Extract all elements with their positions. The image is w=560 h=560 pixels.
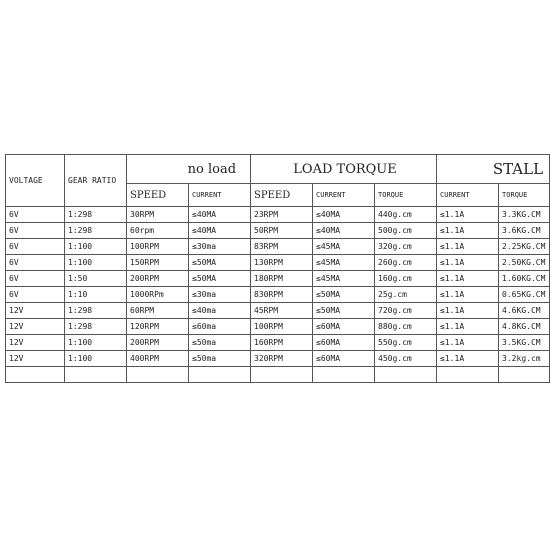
- no-load-current-cell: ≤30ma: [189, 287, 251, 303]
- stall-current-cell: ≤1.1A: [437, 271, 499, 287]
- no-load-current-cell: ≤50MA: [189, 255, 251, 271]
- stall-current-cell: ≤1.1A: [437, 223, 499, 239]
- table-row: [6, 255, 550, 271]
- voltage-cell: 6V: [6, 239, 65, 255]
- voltage-cell: 6V: [6, 271, 65, 287]
- gear-ratio-cell: 1:298: [65, 207, 127, 223]
- gear-ratio-cell: 1:50: [65, 271, 127, 287]
- blank-cell: [375, 367, 437, 383]
- no-load-current-cell: ≤50ma: [189, 335, 251, 351]
- no-load-speed-cell: 30RPM: [127, 207, 189, 223]
- table-row: [6, 335, 550, 351]
- load-torque-cell: 450g.cm: [375, 351, 437, 367]
- no-load-speed-cell: 200RPM: [127, 271, 189, 287]
- table-row: [6, 319, 550, 335]
- load-speed-cell: 23RPM: [251, 207, 313, 223]
- load-torque-cell: 720g.cm: [375, 303, 437, 319]
- load-torque-cell: 320g.cm: [375, 239, 437, 255]
- load-current-cell: ≤60MA: [313, 351, 375, 367]
- blank-row: [6, 367, 550, 383]
- gear-ratio-cell: 1:298: [65, 319, 127, 335]
- load-torque-cell: 440g.cm: [375, 207, 437, 223]
- load-speed-cell: 50RPM: [251, 223, 313, 239]
- stall-torque-cell: 4.8KG.CM: [499, 319, 550, 335]
- gear-ratio-cell: 1:100: [65, 351, 127, 367]
- load-torque-cell: 260g.cm: [375, 255, 437, 271]
- no-load-speed-cell: 150RPM: [127, 255, 189, 271]
- load-speed-cell: 83RPM: [251, 239, 313, 255]
- load-speed-cell: 130RPM: [251, 255, 313, 271]
- gear-ratio-cell: 1:100: [65, 335, 127, 351]
- load-speed-cell: 320RPM: [251, 351, 313, 367]
- stall-current-cell: ≤1.1A: [437, 255, 499, 271]
- load-speed-cell: 45RPM: [251, 303, 313, 319]
- stall-current-cell: ≤1.1A: [437, 239, 499, 255]
- load-speed-cell: 830RPM: [251, 287, 313, 303]
- motor-spec-table: [5, 154, 550, 383]
- no-load-current-cell: ≤30ma: [189, 239, 251, 255]
- no-load-current-cell: ≤40ma: [189, 303, 251, 319]
- voltage-cell: 6V: [6, 255, 65, 271]
- no-load-current-header: CURRENT: [189, 184, 251, 207]
- gear-ratio-cell: 1:298: [65, 303, 127, 319]
- load-current-cell: ≤45MA: [313, 239, 375, 255]
- stall-header: STALL: [437, 155, 550, 184]
- blank-cell: [189, 367, 251, 383]
- load-current-cell: ≤40MA: [313, 223, 375, 239]
- table-row: [6, 271, 550, 287]
- load-torque-cell: 550g.cm: [375, 335, 437, 351]
- stall-torque-cell: 0.65KG.CM: [499, 287, 550, 303]
- no-load-current-cell: ≤50ma: [189, 351, 251, 367]
- blank-cell: [6, 367, 65, 383]
- no-load-speed-cell: 100RPM: [127, 239, 189, 255]
- header-row-1: [6, 155, 550, 184]
- stall-current-cell: ≤1.1A: [437, 319, 499, 335]
- load-current-cell: ≤50MA: [313, 287, 375, 303]
- gear-ratio-cell: 1:100: [65, 255, 127, 271]
- blank-cell: [313, 367, 375, 383]
- table-body: [6, 207, 550, 367]
- voltage-cell: 12V: [6, 351, 65, 367]
- load-torque-cell: 160g.cm: [375, 271, 437, 287]
- voltage-cell: 6V: [6, 287, 65, 303]
- no-load-header: no load: [127, 155, 251, 184]
- load-torque-cell: 880g.cm: [375, 319, 437, 335]
- load-torque-header: LOAD TORQUE: [251, 155, 437, 184]
- stall-torque-cell: 3.5KG.CM: [499, 335, 550, 351]
- table-row: [6, 207, 550, 223]
- blank-cell: [437, 367, 499, 383]
- stall-current-cell: ≤1.1A: [437, 287, 499, 303]
- blank-cell: [127, 367, 189, 383]
- load-current-cell: ≤45MA: [313, 255, 375, 271]
- voltage-header: VOLTAGE: [6, 155, 65, 207]
- stall-torque-cell: 4.6KG.CM: [499, 303, 550, 319]
- voltage-cell: 12V: [6, 335, 65, 351]
- no-load-speed-cell: 200RPM: [127, 335, 189, 351]
- load-speed-header: SPEED: [251, 184, 313, 207]
- stall-torque-cell: 2.50KG.CM: [499, 255, 550, 271]
- load-speed-cell: 100RPM: [251, 319, 313, 335]
- gear-ratio-header: GEAR RATIO: [65, 155, 127, 207]
- gear-ratio-cell: 1:100: [65, 239, 127, 255]
- stall-torque-cell: 3.2kg.cm: [499, 351, 550, 367]
- stall-torque-cell: 3.6KG.CM: [499, 223, 550, 239]
- voltage-cell: 12V: [6, 303, 65, 319]
- no-load-speed-cell: 400RPM: [127, 351, 189, 367]
- load-torque-cell: 25g.cm: [375, 287, 437, 303]
- stall-current-cell: ≤1.1A: [437, 207, 499, 223]
- no-load-current-cell: ≤40MA: [189, 223, 251, 239]
- spec-table-container: [5, 154, 549, 383]
- table-row: [6, 303, 550, 319]
- load-current-header: CURRENT: [313, 184, 375, 207]
- stall-current-cell: ≤1.1A: [437, 335, 499, 351]
- table-row: [6, 223, 550, 239]
- no-load-speed-cell: 1000RPm: [127, 287, 189, 303]
- voltage-cell: 6V: [6, 207, 65, 223]
- table-row: [6, 351, 550, 367]
- stall-torque-cell: 3.3KG.CM: [499, 207, 550, 223]
- load-speed-cell: 160RPM: [251, 335, 313, 351]
- stall-torque-header: TORQUE: [499, 184, 550, 207]
- load-current-cell: ≤50MA: [313, 303, 375, 319]
- no-load-speed-cell: 60RPM: [127, 303, 189, 319]
- stall-torque-cell: 2.25KG.CM: [499, 239, 550, 255]
- blank-cell: [251, 367, 313, 383]
- load-torque-cell: 500g.cm: [375, 223, 437, 239]
- voltage-cell: 12V: [6, 319, 65, 335]
- load-torque-col-header: TORQUE: [375, 184, 437, 207]
- stall-current-cell: ≤1.1A: [437, 351, 499, 367]
- gear-ratio-cell: 1:298: [65, 223, 127, 239]
- table-row: [6, 287, 550, 303]
- voltage-cell: 6V: [6, 223, 65, 239]
- load-current-cell: ≤60MA: [313, 335, 375, 351]
- no-load-current-cell: ≤40MA: [189, 207, 251, 223]
- load-current-cell: ≤40MA: [313, 207, 375, 223]
- stall-current-cell: ≤1.1A: [437, 303, 499, 319]
- stall-current-header: CURRENT: [437, 184, 499, 207]
- gear-ratio-cell: 1:10: [65, 287, 127, 303]
- no-load-speed-cell: 120RPM: [127, 319, 189, 335]
- no-load-current-cell: ≤60ma: [189, 319, 251, 335]
- no-load-speed-header: SPEED: [127, 184, 189, 207]
- blank-cell: [65, 367, 127, 383]
- blank-cell: [499, 367, 550, 383]
- load-current-cell: ≤60MA: [313, 319, 375, 335]
- load-current-cell: ≤45MA: [313, 271, 375, 287]
- load-speed-cell: 180RPM: [251, 271, 313, 287]
- table-row: [6, 239, 550, 255]
- no-load-current-cell: ≤50MA: [189, 271, 251, 287]
- no-load-speed-cell: 60rpm: [127, 223, 189, 239]
- stall-torque-cell: 1.60KG.CM: [499, 271, 550, 287]
